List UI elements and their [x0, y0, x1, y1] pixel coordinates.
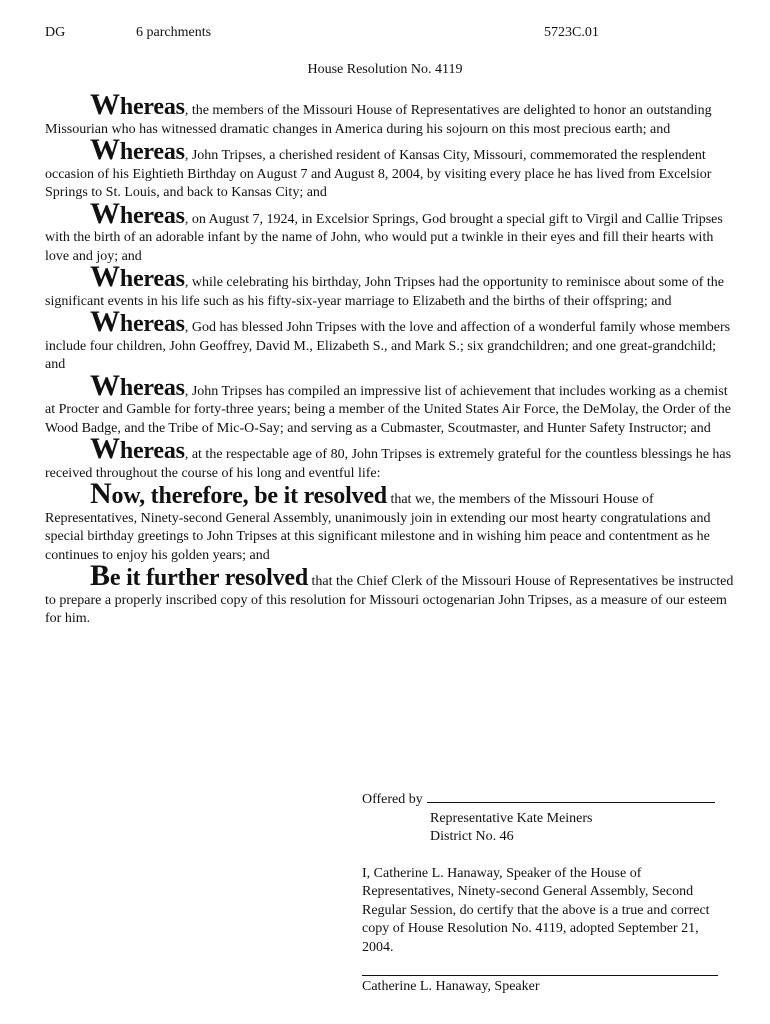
- representative-name: Representative Kate Meiners: [430, 810, 593, 826]
- clause-text: , God has blessed John Tripses with the love and affection of a wonderful family whose members include four children, John Geoffrey, David M., Elizabeth S., and Mark S.; six grandchildren; and one great-grandchild; and: [45, 320, 731, 372]
- clause-text: , at the respectable age of 80, John Tripses is extremely grateful for the countless blessings he has received throughout the course of his long and eventful life:: [45, 447, 732, 481]
- document-code: DG: [45, 25, 66, 40]
- resolution-title: House Resolution No. 4119: [307, 62, 463, 77]
- clause-5: [45, 305, 735, 375]
- clause-lead: Whereas: [90, 88, 185, 121]
- clause-resolved: [45, 477, 735, 565]
- clause-text: , John Tripses, a cherished resident of Kansas City, Missouri, commemorated the resplendent occasion of his Eightieth Birthday on August 7 and August 8, 2004, by visiting every place he has lived from Excelsior Springs to St. Louis, and back to Kansas City; and: [45, 148, 712, 200]
- clause-3: [45, 196, 735, 267]
- clause-text: , while celebrating his birthday, John Tripses had the opportunity to reminisce about some of the significant events in his life such as his fifty-six-year marriage to Elizabeth and the births of their offspring; and: [45, 275, 724, 309]
- clause-text: that the Chief Clerk of the Missouri House of Representatives be instructed to prepare a properly inscribed copy of this resolution for Missouri octogenarian John Tripses, as a measure of our esteem for him.: [45, 574, 734, 626]
- clause-lead: Whereas: [90, 133, 185, 166]
- document-number: 5723C.01: [544, 25, 599, 40]
- clause-further-resolved: [45, 559, 735, 629]
- clause-1: [45, 88, 735, 139]
- clause-lead: Whereas: [90, 260, 185, 293]
- clause-7: [45, 432, 735, 483]
- clause-text: , on August 7, 1924, in Excelsior Springs, God brought a special gift to Virgil and Callie Tripses with the birth of an adorable infant by the name of John, who would put a twinkle in their eyes and fill their hearts with love and joy; and: [45, 211, 723, 264]
- clause-lead: Be it further resolved: [90, 559, 309, 592]
- clause-text: , John Tripses has compiled an impressive list of achievement that includes working as a chemist at Procter and Gamble for forty-three years; being a member of the United States Air Force, the DeMolay, the Order of the Wood Badge, and the Tribe of Mic-O-Say; and serving as a Cubmaster, Scoutmaster, and Hunter Safety Instructor; and: [45, 383, 732, 436]
- clause-4: [45, 260, 735, 311]
- clause-lead: Whereas: [90, 305, 185, 338]
- offered-by-line: [362, 790, 722, 810]
- resolution-body: [45, 88, 735, 631]
- offered-by-signature-line: [427, 790, 715, 803]
- clause-2: [45, 133, 735, 203]
- clause-lead: Whereas: [90, 368, 185, 402]
- clause-6: [45, 368, 735, 439]
- clause-lead: Whereas: [90, 432, 185, 465]
- speaker-signature: Catherine L. Hanaway, Speaker: [362, 975, 718, 997]
- clause-lead: Now, therefore, be it resolved: [90, 477, 387, 510]
- signature-block: [362, 790, 722, 997]
- parchment-count: 6 parchments: [136, 25, 212, 40]
- clause-text: that we, the members of the Missouri House of Representatives, Ninety-second General Assembly, unanimously join in extending our most hearty congratulations and special birthday greetings to John Tripses at this significant milestone and in wishing him peace and contentment as he continues to enjoy his golden years; and: [45, 492, 711, 563]
- clause-lead: Whereas: [90, 196, 185, 230]
- offered-by-label: Offered by: [362, 792, 423, 807]
- certification-text: I, Catherine L. Hanaway, Speaker of the House of Representatives, Ninety-second General Assembly, Second Regular Session, do certify that the above is a true and correct copy of House Resolution No. 4119, adopted September 21, 2004.: [362, 865, 710, 955]
- clause-text: , the members of the Missouri House of Representatives are delighted to honor an outstanding Missourian who has witnessed dramatic changes in America during his sojourn on this most precious earth; and: [45, 103, 712, 137]
- district-number: District No. 46: [430, 829, 514, 844]
